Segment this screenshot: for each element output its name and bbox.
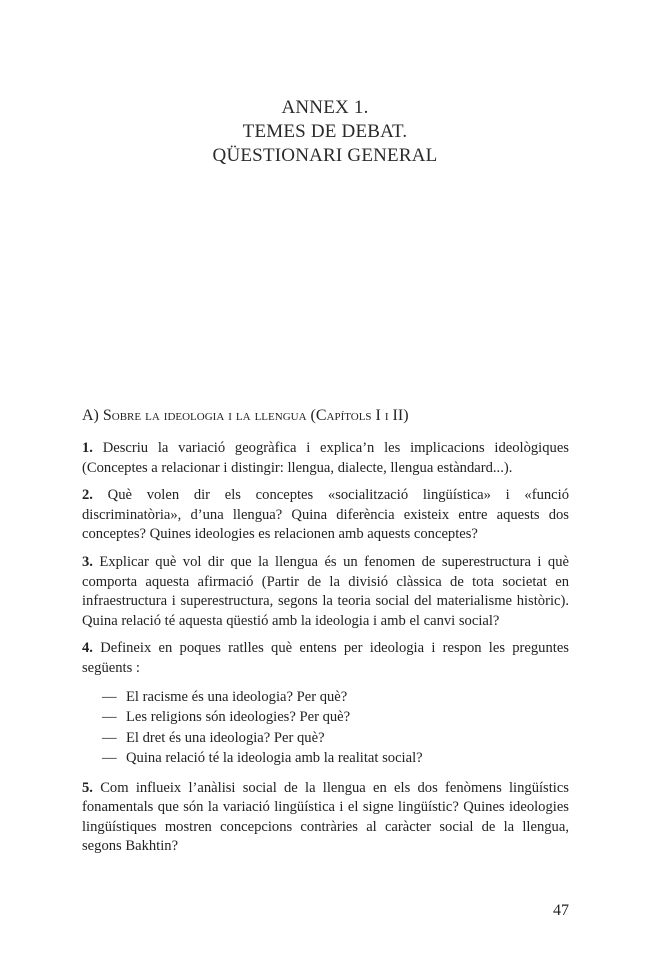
chapter-title [0,96,650,168]
question-5 [82,779,569,857]
question-text: Defineix en poques ratlles què entens per ideologia i respon les preguntes següents : [82,640,569,676]
dash-marker: — [102,709,117,726]
title-line-3: QÜESTIONARI GENERAL [212,145,438,166]
question-number: 5. [82,779,93,796]
list-item-text: Quina relació té la ideologia amb la realitat social? [126,750,423,767]
question-4 [82,639,569,678]
page-number: 47 [553,902,569,919]
question-number: 1. [82,440,93,456]
dash-marker: — [102,729,117,746]
question-number: 3. [82,553,93,570]
list-item-text: El dret és una ideologia? Per què? [126,729,325,746]
question-text: Què volen dir els conceptes «socialització lingüística» i «funció discriminatòria», d’una llengua? Quina diferència existeix entre aquests dos conceptes? Quines ideologies es relacionen amb aquests conceptes? [82,487,569,543]
list-item [102,687,569,708]
section-heading: A) Sobre la ideologia i la llengua (Capítols I i II) [82,407,409,424]
list-item-text: Les religions són ideologies? Per què? [126,709,351,726]
list-item [102,728,569,749]
question-number: 4. [82,640,93,657]
list-item-text: El racisme és una ideologia? Per què? [126,688,348,705]
dash-marker: — [102,688,117,705]
dash-marker: — [102,750,117,767]
question-number: 2. [82,487,93,504]
question-4-sub-list [102,687,569,769]
question-text: Explicar què vol dir que la llengua és un fenomen de superestructura i què comporta aquesta afirmació (Partir de la divisió clàssica de tota societat en infraestructura i superestructura, segons la teoria social del materialisme històric). Quina relació té aquesta qüestió amb la ideologia i amb el canvi social? [82,553,569,629]
title-line-1: ANNEX 1. [281,97,369,118]
question-2 [82,486,569,545]
list-item [102,707,569,728]
question-1 [82,439,569,478]
list-item [102,748,569,769]
question-3 [82,553,569,631]
title-line-2: TEMES DE DEBAT. [242,121,408,142]
question-text: Com influeix l’anàlisi social de la llengua en els dos fenòmens lingüístics fonamentals que són la variació lingüística i el signe lingüístic? Quines ideologies lingüístiques mostren concepcions contràries al caràcter social de la llengua, segons Bakhtin? [82,779,569,855]
question-text: Descriu la variació geogràfica i explica’n les implicacions ideològiques (Conceptes a relacionar i distingir: llengua, dialecte, llengua estàndard...). [82,440,569,476]
main-content [82,405,569,865]
